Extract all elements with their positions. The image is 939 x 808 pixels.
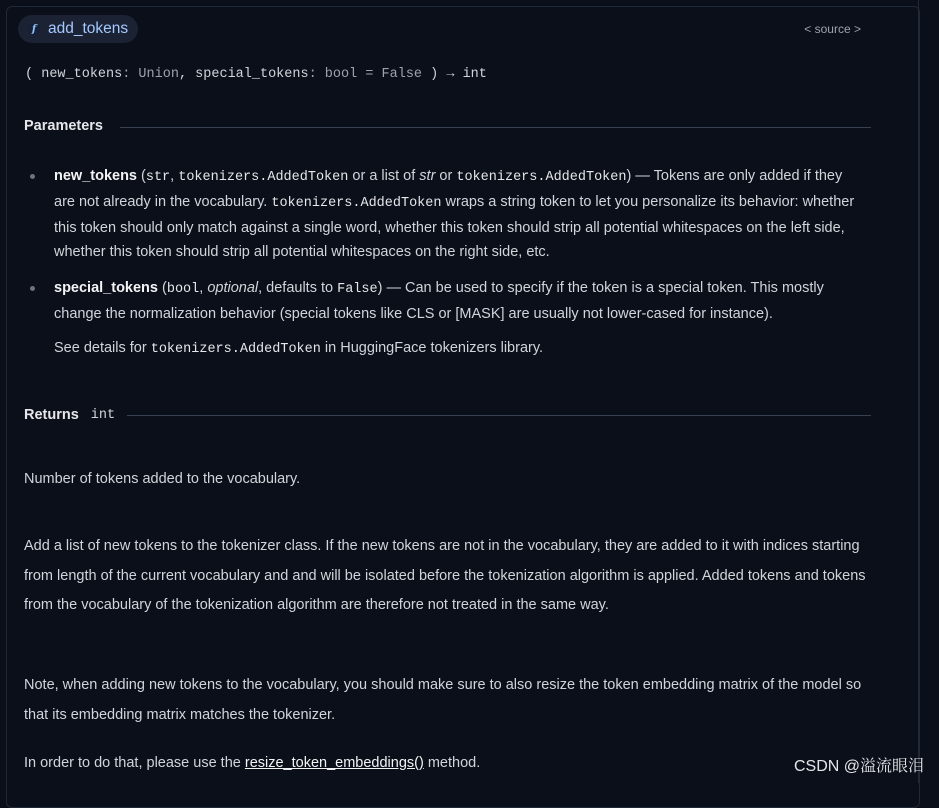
returns-heading: Returns int: [24, 407, 116, 423]
returns-type: int: [90, 407, 116, 423]
function-anchor-pill[interactable]: [18, 15, 138, 43]
function-icon: f: [28, 23, 40, 35]
parameters-divider: [120, 127, 871, 128]
function-signature: ( new_tokens: Union, special_tokens: bool = False ) → int: [25, 67, 487, 82]
bullet-icon: [30, 286, 35, 291]
description-paragraph-2: Note, when adding new tokens to the vocabulary, you should make sure to also resize the token embedding matrix of the model so that its embedding matrix matches the tokenizer.: [24, 677, 862, 723]
param-new-tokens: new_tokens (str, tokenizers.AddedToken or a list of str or tokenizers.AddedToken) — Tokens are only added if they are not already in the vocabulary. tokenizers.AddedToken wraps a string token to let you personalize its behavior: whether this token should only match against a single word, whether this token should strip all potential whitespaces on the left side, whether this token should strip all potential whitespaces on the right side, etc.: [30, 164, 865, 264]
parameters-heading: Parameters: [24, 118, 103, 134]
returns-description: Number of tokens added to the vocabulary.: [24, 471, 301, 487]
returns-divider: [127, 415, 871, 416]
param-name: special_tokens: [54, 280, 158, 296]
panel-divider: [918, 0, 919, 783]
param-special-tokens: special_tokens (bool, optional, defaults to False) — Can be used to specify if the token is a special token. This mostly change the normalization behavior (special tokens like CLS or [MASK] are usually not lower-cased for instance). See details for tokenizers.AddedToken in HuggingFace tokenizers library.: [30, 276, 865, 362]
function-header: [18, 15, 138, 43]
function-name[interactable]: add_tokens: [48, 20, 129, 37]
sig-param-new-tokens: new_tokens: [41, 67, 123, 82]
bullet-icon: [30, 174, 35, 179]
parameters-list: [30, 164, 865, 374]
source-link[interactable]: < source >: [804, 22, 861, 36]
watermark: CSDN @溢流眼泪: [793, 758, 924, 775]
sig-param-special-tokens: special_tokens: [195, 67, 309, 82]
description-paragraph-3: In order to do that, please use the resize_token_embeddings() method.: [24, 755, 481, 771]
resize-token-embeddings-link[interactable]: resize_token_embeddings(): [244, 755, 424, 771]
sig-return-type: int: [462, 67, 487, 82]
param-see-details: See details for tokenizers.AddedToken in HuggingFace tokenizers library.: [54, 340, 544, 357]
description-paragraph-1: Add a list of new tokens to the tokenizer class. If the new tokens are not in the vocabulary, they are added to it with indices starting from length of the current vocabulary and and will be isolated before the tokenization algorithm is applied. Added tokens and tokens from the vocabulary of the tokenization algorithm are therefore not treated in the same way.: [24, 538, 866, 613]
return-arrow-icon: →: [446, 67, 455, 82]
source-link-label[interactable]: source: [814, 22, 851, 36]
param-name: new_tokens: [54, 168, 137, 184]
